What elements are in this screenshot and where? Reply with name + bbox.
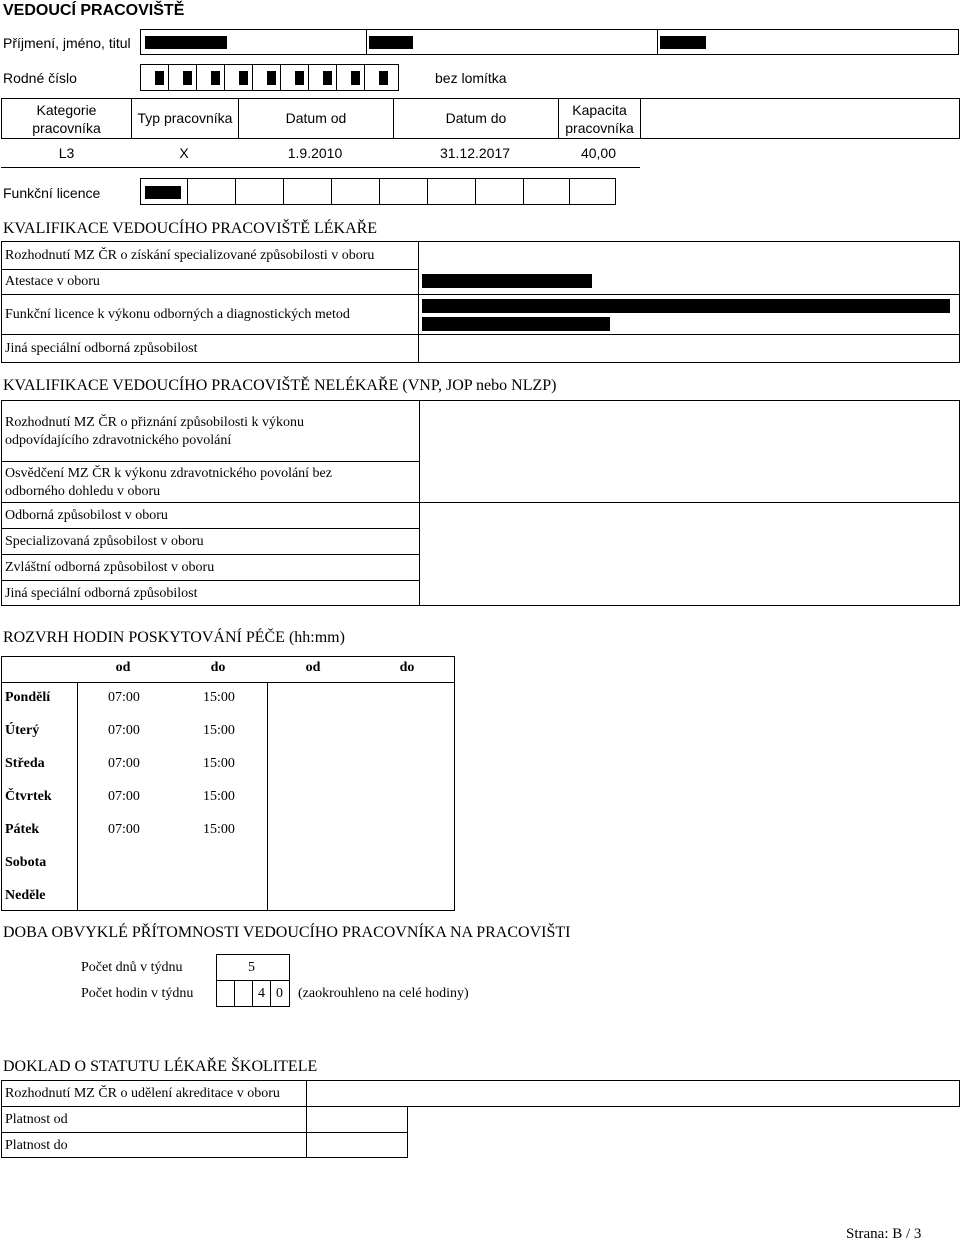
surname-field[interactable] bbox=[140, 29, 367, 55]
doctor-qual-row: Rozhodnutí MZ ČR o získání specializované způsobilosti v oboru bbox=[5, 248, 375, 263]
presence-hours-field[interactable] bbox=[216, 980, 290, 1007]
nondoctor-qual-row: Specializovaná způsobilost v oboru bbox=[5, 534, 204, 549]
col-capacity: Kapacita pracovníka bbox=[565, 102, 634, 136]
schedule-from: 07:00 bbox=[108, 723, 140, 738]
schedule-from: 07:00 bbox=[108, 690, 140, 705]
schedule-to: 15:00 bbox=[203, 723, 235, 738]
birth-number-field[interactable] bbox=[140, 64, 399, 91]
presence-hours-label: Počet hodin v týdnu bbox=[81, 986, 194, 1001]
trainer-row-label: Platnost do bbox=[5, 1138, 68, 1153]
presence-days-field[interactable] bbox=[216, 954, 290, 981]
schedule-to: 15:00 bbox=[203, 756, 235, 771]
page-number: Strana: B / 3 bbox=[846, 1226, 922, 1242]
col-from: Datum od bbox=[285, 110, 347, 126]
birth-number-label: Rodné číslo bbox=[3, 70, 77, 86]
schedule-from: 07:00 bbox=[108, 756, 140, 771]
schedule-to: 15:00 bbox=[203, 822, 235, 837]
redaction bbox=[422, 299, 950, 313]
nondoctor-qual-row: Osvědčení MZ ČR k výkonu zdravotnického povolání bez bbox=[5, 466, 332, 481]
redaction bbox=[422, 317, 610, 331]
nondoctor-qual-row: Rozhodnutí MZ ČR o přiznání způsobilosti k výkonu bbox=[5, 415, 305, 430]
nondoctor-qual-row: Zvláštní odborná způsobilost v oboru bbox=[5, 560, 215, 575]
nondoctor-qual-row: odborného dohledu v oboru bbox=[5, 484, 161, 499]
name-label: Příjmení, jméno, titul bbox=[3, 35, 131, 51]
redaction bbox=[145, 186, 181, 199]
nondoctor-qual-row: Jiná speciální odborná způsobilost bbox=[5, 586, 198, 601]
nondoctor-qual-title: KVALIFIKACE VEDOUCÍHO PRACOVIŠTĚ NELÉKAŘE (VNP, JOP nebo NLZP) bbox=[3, 377, 557, 394]
schedule-header: od bbox=[305, 660, 321, 675]
trainer-row-label: Rozhodnutí MZ ČR o udělení akreditace v oboru bbox=[5, 1086, 280, 1101]
schedule-day: Sobota bbox=[5, 855, 47, 870]
nondoctor-qual-row: Odborná způsobilost v oboru bbox=[5, 508, 168, 523]
presence-hours-digit: 0 bbox=[276, 986, 283, 1001]
staff-type: X bbox=[179, 145, 189, 161]
schedule-from: 07:00 bbox=[108, 822, 140, 837]
firstname-field[interactable] bbox=[366, 29, 658, 55]
redaction bbox=[422, 274, 592, 288]
schedule-header: od bbox=[115, 660, 131, 675]
col-type: Typ pracovníka bbox=[137, 110, 233, 126]
presence-days-value: 5 bbox=[248, 960, 255, 975]
birth-number-suffix: bez lomítka bbox=[435, 70, 507, 86]
trainer-row bbox=[1, 1106, 408, 1133]
col-to: Datum do bbox=[445, 110, 507, 126]
schedule-title: ROZVRH HODIN POSKYTOVÁNÍ PÉČE (hh:mm) bbox=[3, 629, 345, 646]
presence-hours-digit: 4 bbox=[258, 986, 265, 1001]
page-title: VEDOUCÍ PRACOVIŠTĚ bbox=[3, 2, 185, 19]
trainer-row bbox=[1, 1080, 960, 1107]
nondoctor-qual-row: odpovídajícího zdravotnického povolání bbox=[5, 433, 232, 448]
title-field[interactable] bbox=[657, 29, 959, 55]
presence-hours-note: (zaokrouhleno na celé hodiny) bbox=[298, 986, 469, 1001]
staff-date-to: 31.12.2017 bbox=[439, 145, 511, 161]
staff-date-from: 1.9.2010 bbox=[287, 145, 343, 161]
schedule-header: do bbox=[210, 660, 226, 675]
schedule-day: Středa bbox=[5, 756, 45, 771]
divider bbox=[1, 167, 640, 168]
presence-days-label: Počet dnů v týdnu bbox=[81, 960, 183, 975]
schedule-to: 15:00 bbox=[203, 789, 235, 804]
col-category: Kategorie pracovníka bbox=[32, 102, 101, 136]
trainer-title: DOKLAD O STATUTU LÉKAŘE ŠKOLITELE bbox=[3, 1058, 318, 1075]
doctor-qual-row: Jiná speciální odborná způsobilost bbox=[5, 341, 198, 356]
redaction bbox=[145, 36, 227, 49]
redaction bbox=[369, 36, 413, 49]
doctor-qual-title: KVALIFIKACE VEDOUCÍHO PRACOVIŠTĚ LÉKAŘE bbox=[3, 220, 378, 237]
doctor-qual-row: Funkční licence k výkonu odborných a diagnostických metod bbox=[5, 307, 350, 322]
schedule-from: 07:00 bbox=[108, 789, 140, 804]
schedule-day: Neděle bbox=[5, 888, 46, 903]
schedule-day: Čtvrtek bbox=[5, 789, 52, 804]
licence-label: Funkční licence bbox=[3, 185, 101, 201]
schedule-to: 15:00 bbox=[203, 690, 235, 705]
doctor-qual-row: Atestace v oboru bbox=[5, 274, 100, 289]
trainer-row bbox=[1, 1132, 408, 1158]
schedule-day: Pondělí bbox=[5, 690, 51, 705]
nondoctor-qual-table bbox=[1, 400, 960, 606]
staff-capacity: 40,00 bbox=[580, 145, 617, 161]
schedule-table bbox=[1, 656, 455, 911]
licence-field[interactable] bbox=[140, 178, 616, 205]
staff-category: L3 bbox=[58, 145, 75, 161]
schedule-header: do bbox=[399, 660, 415, 675]
staff-table-header bbox=[1, 98, 960, 139]
redaction bbox=[660, 36, 706, 49]
trainer-row-label: Platnost od bbox=[5, 1112, 68, 1127]
doctor-qual-table bbox=[1, 241, 960, 363]
presence-title: DOBA OBVYKLÉ PŘÍTOMNOSTI VEDOUCÍHO PRACOVNÍKA NA PRACOVIŠTI bbox=[3, 924, 571, 941]
schedule-day: Pátek bbox=[5, 822, 40, 837]
schedule-day: Úterý bbox=[5, 723, 40, 738]
